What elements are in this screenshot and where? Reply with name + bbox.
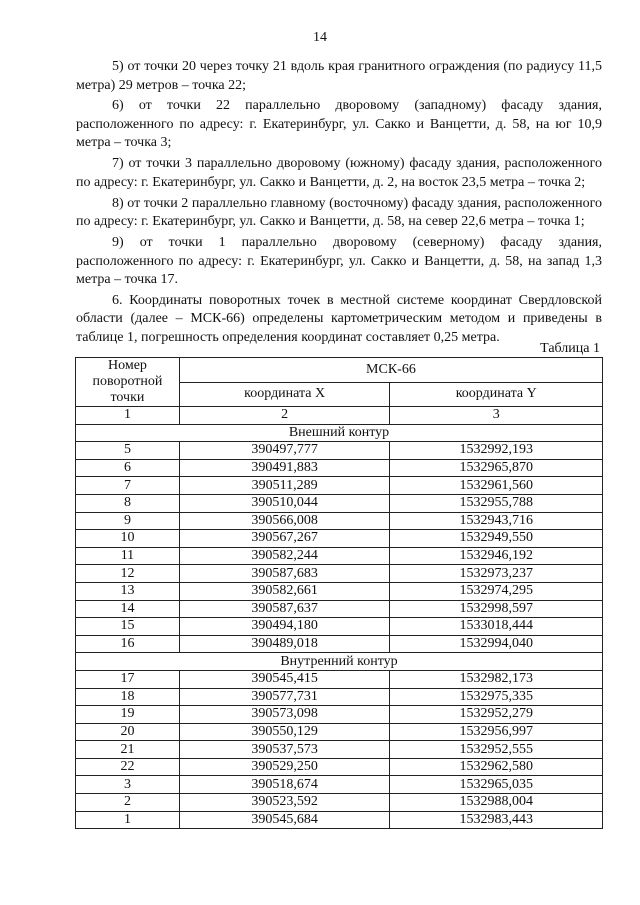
- header-point-number: Номер поворотной точки: [76, 358, 180, 407]
- x-coordinate-cell: 390573,098: [179, 706, 390, 724]
- point-number-cell: 6: [76, 459, 180, 477]
- table-row: [76, 459, 603, 477]
- x-coordinate-cell: 390577,731: [179, 688, 390, 706]
- y-coordinate-cell: 1532952,555: [390, 741, 603, 759]
- x-coordinate-cell: 390529,250: [179, 758, 390, 776]
- x-coordinate-cell: 390497,777: [179, 442, 390, 460]
- y-coordinate-cell: 1532982,173: [390, 670, 603, 688]
- y-coordinate-cell: 1532974,295: [390, 582, 603, 600]
- point-number-cell: 16: [76, 635, 180, 653]
- x-coordinate-cell: 390550,129: [179, 723, 390, 741]
- table-row: [76, 494, 603, 512]
- y-coordinate-cell: 1532975,335: [390, 688, 603, 706]
- x-coordinate-cell: 390489,018: [179, 635, 390, 653]
- x-coordinate-cell: 390587,683: [179, 565, 390, 583]
- x-coordinate-cell: 390510,044: [179, 494, 390, 512]
- point-number-cell: 22: [76, 758, 180, 776]
- y-coordinate-cell: 1532988,004: [390, 794, 603, 812]
- table-row: [76, 723, 603, 741]
- table-row: [76, 811, 603, 829]
- y-coordinate-cell: 1532992,193: [390, 442, 603, 460]
- point-number-cell: 5: [76, 442, 180, 460]
- section-title: Внешний контур: [76, 424, 603, 442]
- section-title: Внутренний контур: [76, 653, 603, 671]
- table-row: [76, 776, 603, 794]
- x-coordinate-cell: 390511,289: [179, 477, 390, 495]
- paragraph-item-6: 6) от точки 22 параллельно дворовому (западному) фасаду здания, расположенного по адресу: г. Екатеринбург, ул. Сакко и Ванцетти, д. 58, на юг 10,9 метра – точка 3;: [76, 98, 602, 151]
- table-section-row: [76, 424, 603, 442]
- x-coordinate-cell: 390567,267: [179, 530, 390, 548]
- column-number: 2: [179, 407, 390, 425]
- column-number: 3: [390, 407, 603, 425]
- x-coordinate-cell: 390494,180: [179, 618, 390, 636]
- table-row: [76, 794, 603, 812]
- y-coordinate-cell: 1533018,444: [390, 618, 603, 636]
- y-coordinate-cell: 1532946,192: [390, 547, 603, 565]
- y-coordinate-cell: 1532961,560: [390, 477, 603, 495]
- x-coordinate-cell: 390587,637: [179, 600, 390, 618]
- point-number-cell: 12: [76, 565, 180, 583]
- y-coordinate-cell: 1532955,788: [390, 494, 603, 512]
- y-coordinate-cell: 1532973,237: [390, 565, 603, 583]
- point-number-cell: 14: [76, 600, 180, 618]
- point-number-cell: 7: [76, 477, 180, 495]
- y-coordinate-cell: 1532949,550: [390, 530, 603, 548]
- point-number-cell: 18: [76, 688, 180, 706]
- header-x-coordinate: координата X: [179, 382, 390, 407]
- table-row: [76, 512, 603, 530]
- y-coordinate-cell: 1532983,443: [390, 811, 603, 829]
- y-coordinate-cell: 1532943,716: [390, 512, 603, 530]
- table-section-row: [76, 653, 603, 671]
- table-row: [76, 600, 603, 618]
- point-number-cell: 1: [76, 811, 180, 829]
- table-row: [76, 635, 603, 653]
- y-coordinate-cell: 1532956,997: [390, 723, 603, 741]
- coordinates-table: [75, 357, 603, 829]
- point-number-cell: 17: [76, 670, 180, 688]
- point-number-cell: 20: [76, 723, 180, 741]
- paragraph-clause-6: 6. Координаты поворотных точек в местной системе координат Свердловской области (далее – МСК-66) определены картометрическим методом и приведены в таблице 1, погрешность определения координат составляет 0,25 метра.: [76, 292, 602, 345]
- body-text: [76, 58, 602, 350]
- y-coordinate-cell: 1532962,580: [390, 758, 603, 776]
- x-coordinate-cell: 390518,674: [179, 776, 390, 794]
- point-number-cell: 11: [76, 547, 180, 565]
- paragraph-item-5: 5) от точки 20 через точку 21 вдоль края гранитного ограждения (по радиусу 11,5 метра) 29 метров – точка 22;: [76, 59, 602, 93]
- table-row: [76, 530, 603, 548]
- point-number-cell: 21: [76, 741, 180, 759]
- x-coordinate-cell: 390545,415: [179, 670, 390, 688]
- point-number-cell: 15: [76, 618, 180, 636]
- point-number-cell: 3: [76, 776, 180, 794]
- paragraph-item-9: 9) от точки 1 параллельно дворовому (северному) фасаду здания, расположенного по адресу: г. Екатеринбург, ул. Сакко и Ванцетти, д. 58, на запад 1,3 метра – точка 17.: [76, 235, 602, 288]
- table-caption: Таблица 1: [540, 341, 600, 356]
- point-number-cell: 10: [76, 530, 180, 548]
- paragraph-item-8: 8) от точки 2 параллельно главному (восточному) фасаду здания, расположенного по адресу: г. Екатеринбург, ул. Сакко и Ванцетти, д. 58, на север 22,6 метра – точка 1;: [76, 195, 602, 230]
- table-row: [76, 618, 603, 636]
- y-coordinate-cell: 1532998,597: [390, 600, 603, 618]
- column-number: 1: [76, 407, 180, 425]
- page-number: 14: [313, 30, 327, 45]
- table-row: [76, 477, 603, 495]
- y-coordinate-cell: 1532965,035: [390, 776, 603, 794]
- table-row: [76, 741, 603, 759]
- header-y-coordinate: координата Y: [390, 382, 603, 407]
- point-number-cell: 19: [76, 706, 180, 724]
- x-coordinate-cell: 390582,661: [179, 582, 390, 600]
- point-number-cell: 2: [76, 794, 180, 812]
- y-coordinate-cell: 1532952,279: [390, 706, 603, 724]
- point-number-cell: 13: [76, 582, 180, 600]
- table-row: [76, 582, 603, 600]
- y-coordinate-cell: 1532994,040: [390, 635, 603, 653]
- table-row: [76, 670, 603, 688]
- x-coordinate-cell: 390566,008: [179, 512, 390, 530]
- x-coordinate-cell: 390491,883: [179, 459, 390, 477]
- table-row: [76, 758, 603, 776]
- table-row: [76, 688, 603, 706]
- x-coordinate-cell: 390582,244: [179, 547, 390, 565]
- header-msk66: МСК-66: [179, 358, 602, 383]
- point-number-cell: 9: [76, 512, 180, 530]
- x-coordinate-cell: 390537,573: [179, 741, 390, 759]
- paragraph-item-7: 7) от точки 3 параллельно дворовому (южному) фасаду здания, расположенного по адресу: г. Екатеринбург, ул. Сакко и Ванцетти, д. 2, на восток 23,5 метра – точка 2;: [76, 156, 602, 190]
- table-row: [76, 442, 603, 460]
- table-row: [76, 565, 603, 583]
- point-number-cell: 8: [76, 494, 180, 512]
- table-row: [76, 706, 603, 724]
- table-body: [76, 424, 603, 829]
- x-coordinate-cell: 390523,592: [179, 794, 390, 812]
- table-row: [76, 547, 603, 565]
- x-coordinate-cell: 390545,684: [179, 811, 390, 829]
- y-coordinate-cell: 1532965,870: [390, 459, 603, 477]
